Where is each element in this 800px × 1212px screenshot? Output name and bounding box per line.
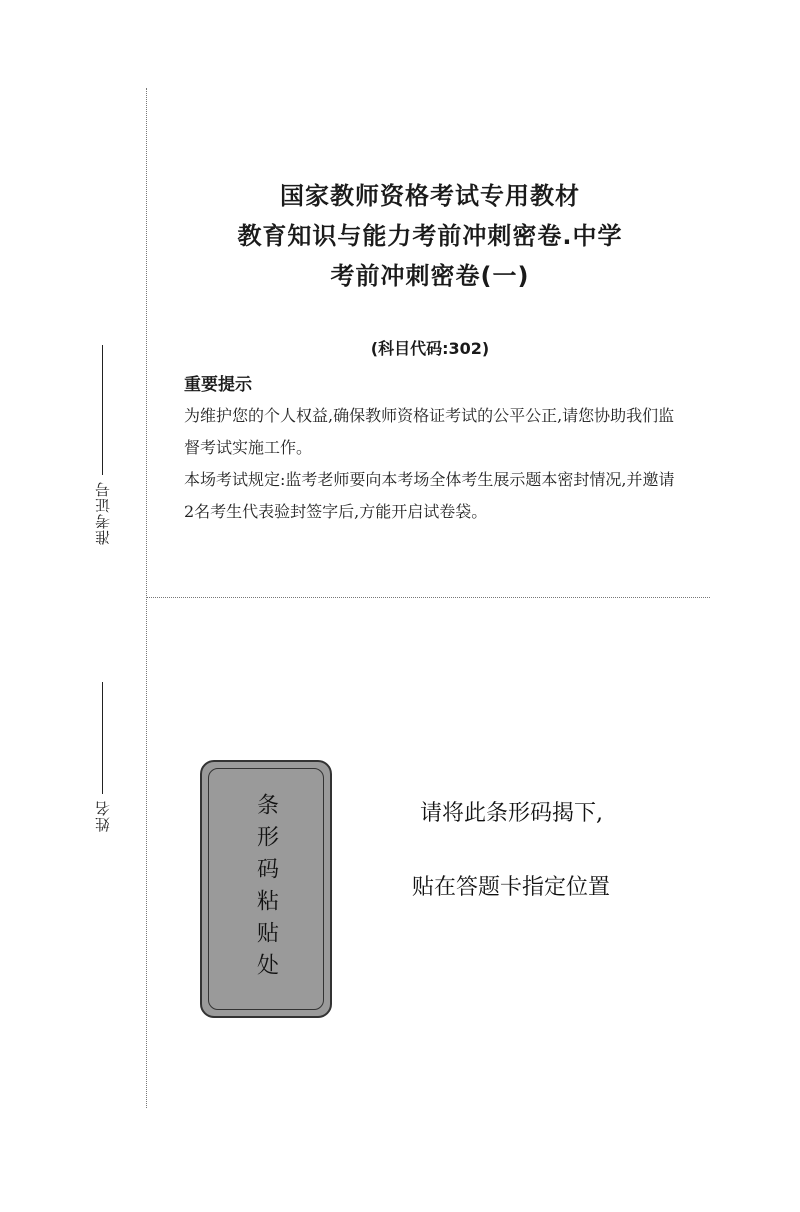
notice-heading: 重要提示 <box>184 375 252 395</box>
cut-dotted-line <box>147 597 710 598</box>
title-line-2: 教育知识与能力考前冲刺密卷.中学 <box>237 222 623 250</box>
instruction-line-2: 贴在答题卡指定位置 <box>412 875 611 900</box>
binding-dotted-line <box>146 88 147 1108</box>
notice-paragraph-1: 为维护您的个人权益,确保教师资格证考试的公平公正,请您协助我们监督考试实施工作。 <box>184 406 675 457</box>
name-label: 姓名 <box>93 800 112 832</box>
important-notice <box>184 372 684 528</box>
title-line-3: 考前冲刺密卷(一) <box>330 262 530 290</box>
barcode-instructions <box>400 800 700 902</box>
barcode-inner-border <box>208 768 324 1010</box>
name-field <box>82 682 122 832</box>
barcode-sticker-area <box>200 760 332 1018</box>
exam-number-label: 准考证号 <box>93 481 112 545</box>
instruction-line-1: 请将此条形码揭下, <box>420 801 603 826</box>
notice-paragraph-2: 本场考试规定:监考老师要向本考场全体考生展示题本密封情况,并邀请2名考生代表验封签字后,方能开启试卷袋。 <box>184 470 675 521</box>
exam-number-underline <box>102 345 103 475</box>
exam-number-field <box>82 345 122 545</box>
subject-code: (科目代码:302) <box>370 339 490 358</box>
title-block <box>150 176 710 296</box>
title-line-1: 国家教师资格考试专用教材 <box>280 182 580 210</box>
name-underline <box>102 682 103 794</box>
barcode-label: 条形码粘贴处 <box>253 793 279 985</box>
